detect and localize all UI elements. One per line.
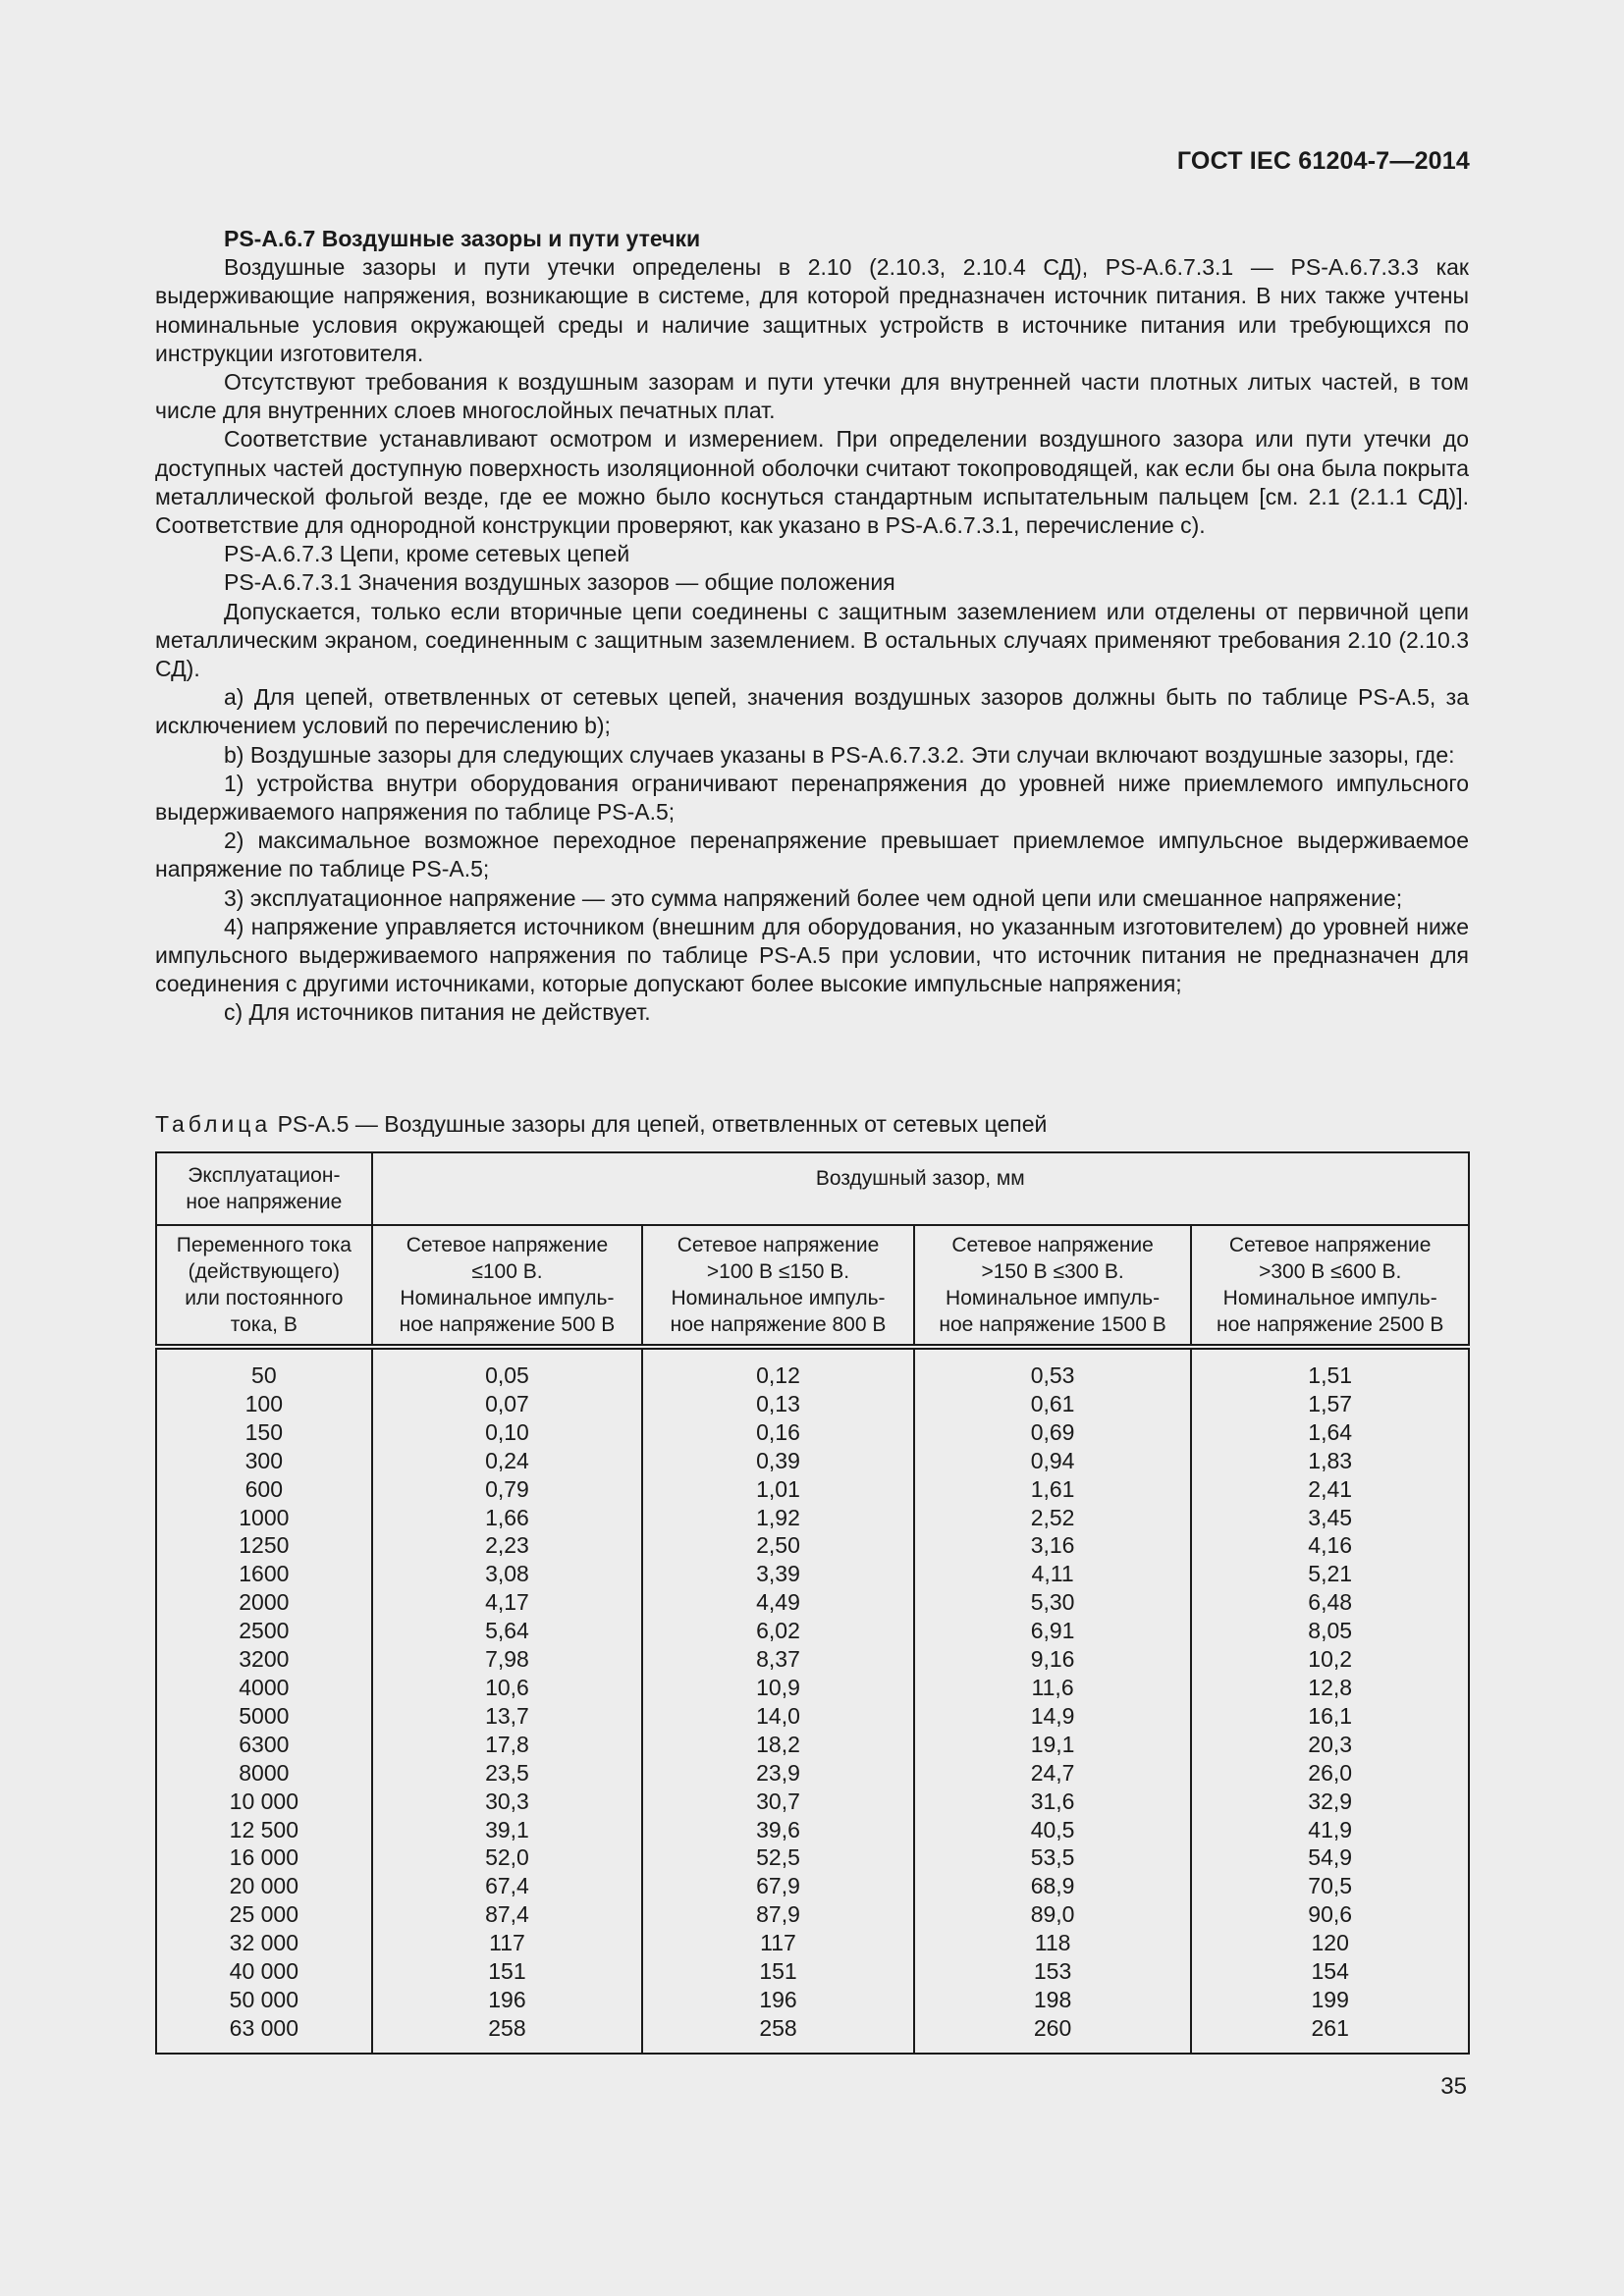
table-cell: 0,69	[1030, 1418, 1075, 1445]
table-cell: 2,50	[756, 1532, 800, 1559]
table-cell: 17,8	[485, 1731, 529, 1757]
table-cell: 6,91	[1030, 1618, 1075, 1644]
table-cell: 23,9	[756, 1759, 800, 1786]
paragraph: 1) устройства внутри оборудования ограничивают перенапряжения до уровней ниже приемлемого импульсного выдерживаемого напряжения по таблице PS-A.5;	[155, 770, 1469, 826]
table-cell: 1600	[239, 1561, 290, 1587]
table-cell: 4000	[239, 1674, 290, 1700]
table-cell: 67,9	[756, 1873, 800, 1899]
header-line: Номинальное импуль-	[671, 1287, 886, 1309]
paragraph: Допускается, только если вторичные цепи соединены с защитным заземлением или отделены от первичной цепи металлическим экраном, соединенным с защитным заземлением. В остальных случаях применяют требования 2.10 (2.10.3 СД).	[155, 598, 1469, 682]
clearance-column-2	[642, 1347, 914, 2054]
paragraph: PS-A.6.7.3.1 Значения воздушных зазоров — общие положения	[224, 569, 895, 596]
table-cell: 117	[489, 1930, 525, 1956]
table-cell: 18,2	[756, 1731, 800, 1757]
table-cell: 2,41	[1308, 1475, 1353, 1502]
table-cell: 2,52	[1030, 1504, 1075, 1530]
table-cell: 1,01	[756, 1475, 800, 1502]
table-cell: 16,1	[1308, 1702, 1353, 1729]
paragraph: Воздушные зазоры и пути утечки определены в 2.10 (2.10.3, 2.10.4 СД), PS-A.6.7.3.1 — PS-A.6.7.3.3 как выдерживающие напряжения, возникающие в системе, для которой предназначен источник питания. В них также учтены номинальные условия окружающей среды и наличие защитных устройств в источнике питания или требующихся по инструкции изготовителя.	[155, 254, 1469, 366]
table-cell: 12,8	[1308, 1674, 1353, 1700]
table-cell: 150	[244, 1418, 284, 1445]
table-cell: 32 000	[229, 1930, 299, 1956]
header-line: >100 В ≤150 В.	[706, 1260, 850, 1283]
clearance-column-4	[1191, 1347, 1469, 2054]
table-cell: 0,07	[485, 1390, 529, 1416]
header-line: тока, В	[230, 1313, 298, 1336]
table-caption	[155, 1109, 1047, 1139]
table-cell: 2500	[239, 1618, 290, 1644]
table-cell: 0,61	[1030, 1390, 1075, 1416]
voltage-column	[156, 1347, 372, 2054]
header-line: Переменного тока	[176, 1234, 352, 1256]
document-header: ГОСТ IEC 61204-7—2014	[1176, 147, 1470, 175]
header-mains-voltage-4	[1191, 1225, 1469, 1347]
table-cell: 50	[251, 1362, 277, 1388]
table-cell: 54,9	[1308, 1844, 1353, 1871]
header-line: ≤100 В.	[471, 1260, 543, 1283]
paragraph: a) Для цепей, ответвленных от сетевых цепей, значения воздушных зазоров должны быть по таблице PS-A.5, за исключением условий по перечислению b);	[155, 684, 1469, 739]
table-cell: 10 000	[229, 1788, 299, 1814]
table-cell: 3,45	[1308, 1504, 1353, 1530]
table-cell: 6300	[239, 1731, 290, 1757]
header-line: ное напряжение 800 В	[670, 1313, 887, 1336]
table-cell: 25 000	[229, 1901, 299, 1928]
table-cell: 8,05	[1308, 1618, 1353, 1644]
table-data-row	[156, 1347, 1469, 2054]
header-line: ное напряжение	[186, 1191, 343, 1213]
header-line: >300 В ≤600 В.	[1259, 1260, 1402, 1283]
table-cell: 39,6	[756, 1816, 800, 1842]
table-cell: 260	[1033, 2014, 1072, 2041]
page-number: 35	[1440, 2073, 1467, 2100]
table-cell: 13,7	[485, 1702, 529, 1729]
table-cell: 3,39	[756, 1561, 800, 1587]
table-cell: 31,6	[1030, 1788, 1075, 1814]
table-cell: 0,24	[485, 1447, 529, 1473]
table-cell: 52,0	[485, 1844, 529, 1871]
header-line: ное напряжение 2500 В	[1216, 1313, 1444, 1336]
table-cell: 300	[244, 1447, 284, 1473]
table-cell: 3,08	[485, 1561, 529, 1587]
table-cell: 1,83	[1308, 1447, 1353, 1473]
table-cell: 19,1	[1030, 1731, 1075, 1757]
table-cell: 151	[488, 1958, 526, 1985]
table-cell: 16 000	[229, 1844, 299, 1871]
table-cell: 0,10	[485, 1418, 529, 1445]
paragraph: 2) максимальное возможное переходное перенапряжение превышает приемлемое импульсное выдерживаемое напряжение по таблице PS-A.5;	[155, 828, 1469, 882]
table-cell: 14,0	[756, 1702, 800, 1729]
table-cell: 198	[1033, 1986, 1072, 2012]
header-mains-voltage-2	[642, 1225, 914, 1347]
paragraph: b) Воздушные зазоры для следующих случаев указаны в PS-A.6.7.3.2. Эти случаи включают воздушные зазоры, где:	[224, 741, 1455, 768]
table-cell: 12 500	[229, 1816, 299, 1842]
table-cell: 20,3	[1308, 1731, 1353, 1757]
table-cell: 68,9	[1030, 1873, 1075, 1899]
table-cell: 50 000	[229, 1986, 299, 2012]
table-cell: 1,51	[1308, 1362, 1353, 1388]
table-cell: 2000	[239, 1589, 290, 1616]
table-cell: 90,6	[1308, 1901, 1353, 1928]
table-cell: 87,9	[756, 1901, 800, 1928]
table-cell: 258	[488, 2014, 526, 2041]
table-cell: 4,17	[485, 1589, 529, 1616]
table-cell: 14,9	[1030, 1702, 1075, 1729]
header-line: ное напряжение 1500 В	[939, 1313, 1166, 1336]
table-cell: 5000	[239, 1702, 290, 1729]
table-caption-word: Таблица	[155, 1111, 272, 1137]
table-cell: 153	[1033, 1958, 1072, 1985]
table-cell: 196	[488, 1986, 526, 2012]
table-cell: 258	[759, 2014, 797, 2041]
table-cell: 118	[1034, 1930, 1071, 1956]
header-line: Эксплуатацион-	[188, 1164, 341, 1187]
table-cell: 24,7	[1030, 1759, 1075, 1786]
paragraph: c) Для источников питания не действует.	[224, 999, 651, 1026]
table-cell: 20 000	[229, 1873, 299, 1899]
table-caption-text: PS-A.5 — Воздушные зазоры для цепей, ответвленных от сетевых цепей	[277, 1111, 1048, 1137]
table-cell: 23,5	[485, 1759, 529, 1786]
header-line: Номинальное импуль-	[1222, 1287, 1437, 1309]
table-cell: 0,39	[756, 1447, 800, 1473]
table-cell: 8000	[239, 1759, 290, 1786]
table-cell: 0,94	[1030, 1447, 1075, 1473]
table-cell: 6,02	[756, 1618, 800, 1644]
table-cell: 39,1	[485, 1816, 529, 1842]
paragraph: Соответствие устанавливают осмотром и измерением. При определении воздушного зазора или пути утечки до доступных частей доступную поверхность изоляционной оболочки считают токопроводящей, как если бы она была покрыта металлической фольгой везде, где ее можно было коснуться стандартным испытательным пальцем [см. 2.1 (2.1.1 СД)]. Соответствие для однородной конструкции проверяют, как указано в PS-A.6.7.3.1, перечисление c).	[155, 426, 1469, 539]
table-cell: 151	[759, 1958, 797, 1985]
table-cell: 2,23	[485, 1532, 529, 1559]
table-cell: 9,16	[1030, 1646, 1075, 1673]
table-cell: 154	[1311, 1958, 1349, 1985]
header-line: Номинальное импуль-	[946, 1287, 1161, 1309]
table-cell: 5,64	[485, 1618, 529, 1644]
table-cell: 1000	[239, 1504, 290, 1530]
body-text	[155, 225, 1469, 1028]
clearance-table	[155, 1151, 1470, 2055]
table-cell: 4,11	[1031, 1561, 1074, 1587]
table-cell: 40 000	[229, 1958, 299, 1985]
table-cell: 1,92	[756, 1504, 800, 1530]
table-cell: 70,5	[1308, 1873, 1353, 1899]
table-cell: 1,64	[1308, 1418, 1353, 1445]
table-cell: 196	[759, 1986, 797, 2012]
table-cell: 1,66	[485, 1504, 529, 1530]
table-cell: 5,21	[1308, 1561, 1353, 1587]
paragraph: PS-A.6.7.3 Цепи, кроме сетевых цепей	[224, 541, 630, 567]
table-cell: 10,6	[485, 1674, 529, 1700]
clearance-column-3	[914, 1347, 1192, 2054]
table-cell: 600	[244, 1475, 284, 1502]
paragraph: 4) напряжение управляется источником (внешним для оборудования, но указанным изготовителем) до уровней ниже импульсного выдерживаемого напряжения по таблице PS-A.5 при условии, что источник питания не предназначен для соединения с другими источниками, которые допускают более высокие импульсные напряжения;	[155, 913, 1469, 997]
table-cell: 67,4	[485, 1873, 529, 1899]
table-cell: 53,5	[1030, 1844, 1075, 1871]
table-cell: 10,2	[1308, 1646, 1353, 1673]
table-cell: 5,30	[1030, 1589, 1075, 1616]
table-cell: 30,3	[485, 1788, 529, 1814]
table-cell: 41,9	[1308, 1816, 1353, 1842]
table-cell: 117	[760, 1930, 796, 1956]
header-current-type	[156, 1225, 372, 1347]
header-line: (действующего)	[188, 1260, 340, 1283]
header-line: Сетевое напряжение	[1228, 1234, 1432, 1256]
header-mains-voltage-1	[372, 1225, 643, 1347]
table-cell: 4,16	[1308, 1532, 1353, 1559]
table-cell: 26,0	[1308, 1759, 1353, 1786]
header-operating-voltage	[156, 1152, 372, 1225]
table-cell: 0,12	[756, 1362, 800, 1388]
table-cell: 87,4	[485, 1901, 529, 1928]
table-cell: 100	[244, 1390, 284, 1416]
header-line: Сетевое напряжение	[406, 1234, 609, 1256]
table-cell: 8,37	[756, 1646, 800, 1673]
clearance-column-1	[372, 1347, 643, 2054]
table-cell: 89,0	[1030, 1901, 1075, 1928]
table-cell: 0,05	[485, 1362, 529, 1388]
table-cell: 32,9	[1308, 1788, 1353, 1814]
header-mains-voltage-3	[914, 1225, 1192, 1347]
table-cell: 6,48	[1308, 1589, 1353, 1616]
section-heading: PS-A.6.7 Воздушные зазоры и пути утечки	[224, 226, 701, 251]
table-cell: 3200	[239, 1646, 290, 1673]
table-cell: 1250	[239, 1532, 290, 1559]
table-cell: 1,61	[1030, 1475, 1075, 1502]
table-cell: 30,7	[756, 1788, 800, 1814]
header-line: Сетевое напряжение	[951, 1234, 1154, 1256]
table-cell: 40,5	[1030, 1816, 1075, 1842]
paragraph: Отсутствуют требования к воздушным зазорам и пути утечки для внутренней части плотных литых частей, в том числе для внутренних слоев многослойных печатных плат.	[155, 369, 1469, 424]
table-cell: 10,9	[756, 1674, 800, 1700]
paragraph: 3) эксплуатационное напряжение — это сумма напряжений более чем одной цепи или смешанное напряжение;	[224, 884, 1403, 911]
table-cell: 261	[1311, 2014, 1349, 2041]
table-cell: 0,79	[485, 1475, 529, 1502]
table-cell: 4,49	[756, 1589, 800, 1616]
header-line: >150 В ≤300 В.	[981, 1260, 1124, 1283]
table-cell: 199	[1311, 1986, 1349, 2012]
table-cell: 63 000	[229, 2014, 299, 2041]
table-cell: 52,5	[756, 1844, 800, 1871]
header-line: ное напряжение 500 В	[399, 1313, 616, 1336]
table-cell: 11,6	[1031, 1674, 1074, 1700]
header-line: Сетевое напряжение	[677, 1234, 880, 1256]
table-cell: 3,16	[1030, 1532, 1075, 1559]
table-cell: 0,53	[1030, 1362, 1075, 1388]
table-cell: 0,13	[756, 1390, 800, 1416]
header-line: или постоянного	[185, 1287, 344, 1309]
header-clearance-span: Воздушный зазор, мм	[372, 1152, 1469, 1225]
table-cell: 7,98	[485, 1646, 529, 1673]
header-row-2	[156, 1225, 1469, 1347]
table-cell: 1,57	[1308, 1390, 1353, 1416]
table-cell: 0,16	[756, 1418, 800, 1445]
header-line: Номинальное импуль-	[400, 1287, 615, 1309]
table-cell: 120	[1311, 1930, 1349, 1956]
